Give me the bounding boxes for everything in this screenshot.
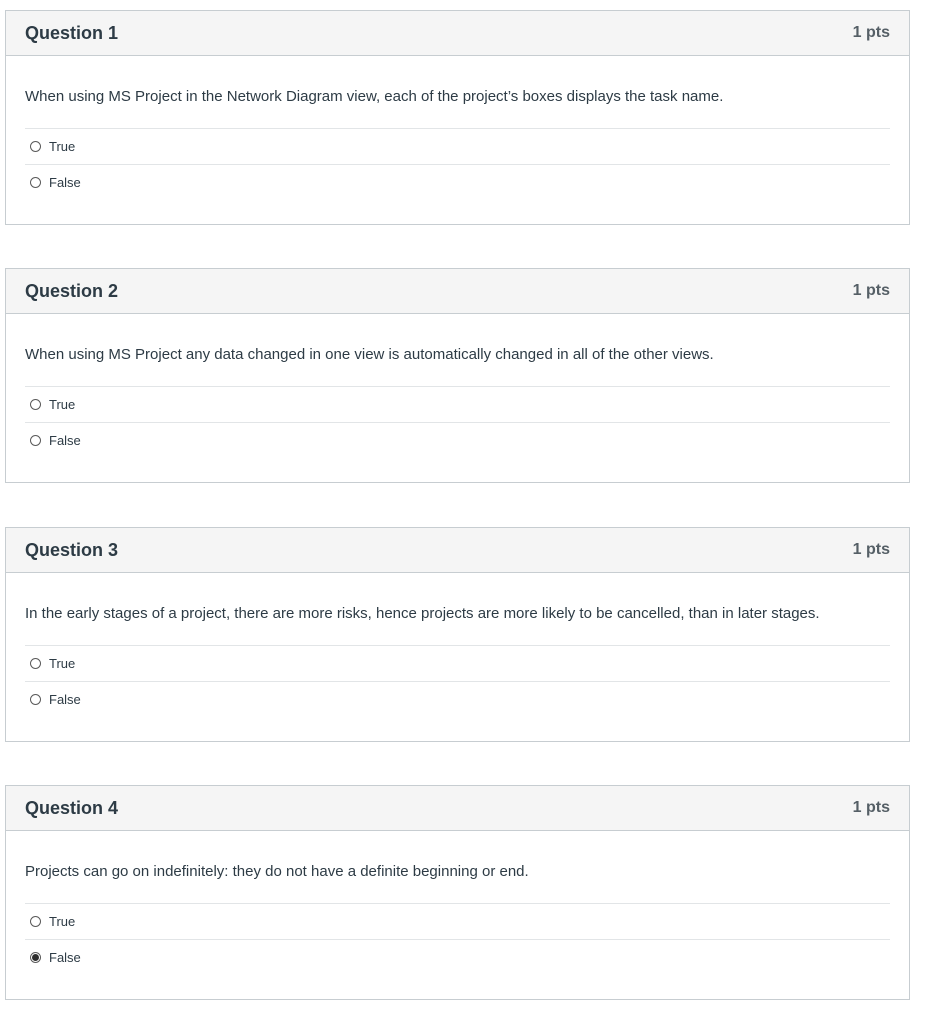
- radio-button[interactable]: [30, 399, 41, 410]
- question-card-2: [5, 268, 910, 483]
- radio-button[interactable]: [30, 952, 41, 963]
- radio-button[interactable]: [30, 916, 41, 927]
- answer-label: True: [49, 397, 76, 412]
- answer-list: [25, 386, 890, 458]
- question-text: When using MS Project any data changed in one view is automatically changed in all of the other views.: [25, 346, 714, 363]
- question-card-1: [5, 10, 910, 225]
- answer-option-true[interactable]: [25, 128, 890, 164]
- question-header: [6, 786, 909, 831]
- answer-label: False: [49, 433, 81, 448]
- answer-label: True: [49, 139, 76, 154]
- answer-label: False: [49, 692, 81, 707]
- answer-list: [25, 645, 890, 717]
- question-header: [6, 11, 909, 56]
- question-card-3: [5, 527, 910, 742]
- question-title: Question 3: [25, 539, 119, 560]
- answer-option-false[interactable]: [25, 164, 890, 200]
- radio-button[interactable]: [30, 658, 41, 669]
- radio-button[interactable]: [30, 177, 41, 188]
- answer-label: False: [49, 950, 81, 965]
- question-title: Question 2: [25, 280, 119, 301]
- radio-button[interactable]: [30, 141, 41, 152]
- radio-button[interactable]: [30, 694, 41, 705]
- answer-list: [25, 903, 890, 975]
- radio-button[interactable]: [30, 435, 41, 446]
- answer-label: False: [49, 175, 81, 190]
- question-title: Question 1: [25, 22, 119, 43]
- question-points: 1 pts: [852, 799, 890, 816]
- answer-option-true[interactable]: [25, 903, 890, 939]
- answer-option-false[interactable]: [25, 939, 890, 975]
- answer-option-false[interactable]: [25, 681, 890, 717]
- answer-label: True: [49, 656, 76, 671]
- question-header: [6, 269, 909, 314]
- answer-option-true[interactable]: [25, 645, 890, 681]
- answer-option-false[interactable]: [25, 422, 890, 458]
- answer-label: True: [49, 914, 76, 929]
- question-card-4: [5, 785, 910, 1000]
- answer-option-true[interactable]: [25, 386, 890, 422]
- question-points: 1 pts: [852, 282, 890, 299]
- question-points: 1 pts: [852, 24, 890, 41]
- question-points: 1 pts: [852, 541, 890, 558]
- answer-list: [25, 128, 890, 200]
- question-text: When using MS Project in the Network Diagram view, each of the project’s boxes displays the task name.: [25, 88, 724, 105]
- question-text: In the early stages of a project, there are more risks, hence projects are more likely to be cancelled, than in later stages.: [25, 605, 820, 622]
- question-header: [6, 528, 909, 573]
- question-text: Projects can go on indefinitely: they do not have a definite beginning or end.: [25, 863, 529, 880]
- question-title: Question 4: [25, 797, 119, 818]
